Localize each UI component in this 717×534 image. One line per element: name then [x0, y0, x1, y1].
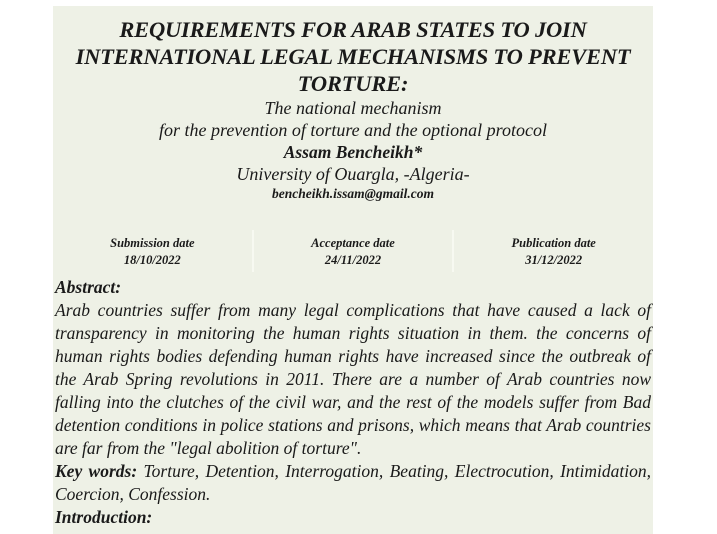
date-value: 18/10/2022 — [123, 253, 181, 267]
date-label: Publication date — [511, 236, 596, 250]
paper-subtitle — [53, 97, 653, 141]
date-value: 24/11/2022 — [324, 253, 382, 267]
title-line: INTERNATIONAL LEGAL MECHANISMS TO PREVENT — [75, 44, 631, 69]
abstract-section — [55, 276, 651, 529]
title-line: REQUIREMENTS FOR ARAB STATES TO JOIN — [119, 17, 587, 42]
title-line: TORTURE: — [297, 71, 409, 96]
date-label: Submission date — [110, 236, 195, 250]
introduction-heading: Introduction: — [55, 507, 153, 527]
date-value: 31/12/2022 — [525, 253, 583, 267]
keywords-list: Torture, Detention, Interrogation, Beating, Electrocution, Intimidation, Coercion, Confession. — [55, 461, 651, 504]
publication-date-cell — [452, 230, 653, 272]
date-label: Acceptance date — [311, 236, 395, 250]
author-email: bencheikh.issam@gmail.com — [272, 186, 434, 201]
submission-date-cell — [53, 230, 252, 272]
subtitle-line: The national mechanism — [264, 98, 442, 118]
abstract-heading: Abstract: — [55, 277, 122, 297]
paper-header — [53, 16, 653, 203]
keywords-paragraph — [55, 460, 651, 506]
acceptance-date-cell — [252, 230, 453, 272]
keywords-label: Key words: — [55, 461, 138, 481]
paper-page — [53, 6, 653, 534]
abstract-text: Arab countries suffer from many legal complications that have caused a lack of transparency in monitoring the human rights situation in them. the concerns of human rights bodies defending human rights have increased since the outbreak of the Arab Spring revolutions in 2011. There are a number of Arab countries now falling into the clutches of the civil war, and the rest of the models suffer from Bad detention conditions in police stations and prisons, which means that Arab countries are far from the "legal abolition of torture". — [55, 300, 651, 458]
dates-table — [53, 230, 653, 272]
subtitle-line: for the prevention of torture and the optional protocol — [159, 120, 547, 140]
author-affiliation: University of Ouargla, -Algeria- — [236, 164, 470, 184]
paper-title — [53, 16, 653, 97]
author-name: Assam Bencheikh* — [283, 142, 423, 162]
